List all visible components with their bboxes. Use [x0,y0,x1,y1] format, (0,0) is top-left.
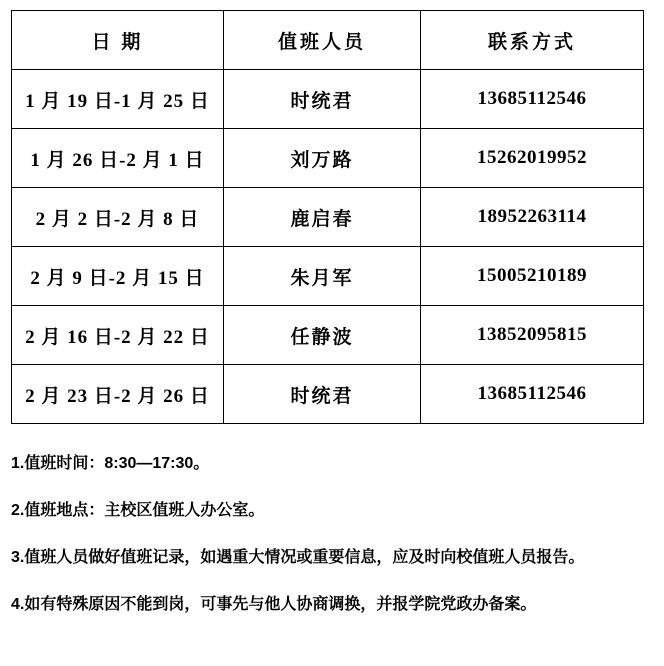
duty-schedule-table [11,10,644,424]
column-header-date: 日 期 [12,11,224,70]
cell-phone: 15005210189 [421,247,644,306]
table-body [12,70,644,424]
cell-date: 2 月 2 日-2 月 8 日 [12,188,224,247]
column-header-duty-person: 值班人员 [224,11,421,70]
table-header [12,11,644,70]
notes-section [11,452,651,617]
cell-name: 刘万路 [224,129,421,188]
cell-name: 朱月军 [224,247,421,306]
cell-name: 时统君 [224,70,421,129]
cell-name: 时统君 [224,365,421,424]
table-row [12,129,644,188]
cell-phone: 13852095815 [421,306,644,365]
note-item: 3.值班人员做好值班记录，如遇重大情况或重要信息，应及时向校值班人员报告。 [11,549,585,566]
cell-phone: 15262019952 [421,129,644,188]
cell-name: 鹿启春 [224,188,421,247]
cell-date: 1 月 26 日-2 月 1 日 [12,129,224,188]
table-header-row [12,11,644,70]
document-page [0,10,664,666]
note-item: 4.如有特殊原因不能到岗，可事先与他人协商调换，并报学院党政办备案。 [11,596,537,613]
cell-date: 1 月 19 日-1 月 25 日 [12,70,224,129]
note-item: 1.值班时间：8:30—17:30。 [11,455,210,472]
cell-phone: 18952263114 [421,188,644,247]
cell-date: 2 月 23 日-2 月 26 日 [12,365,224,424]
cell-date: 2 月 9 日-2 月 15 日 [12,247,224,306]
note-item: 2.值班地点：主校区值班人办公室。 [11,502,265,519]
table-row [12,188,644,247]
table-row [12,70,644,129]
table-row [12,306,644,365]
column-header-contact: 联系方式 [421,11,644,70]
cell-name: 任静波 [224,306,421,365]
table-row [12,247,644,306]
cell-phone: 13685112546 [421,365,644,424]
cell-date: 2 月 16 日-2 月 22 日 [12,306,224,365]
cell-phone: 13685112546 [421,70,644,129]
table-row [12,365,644,424]
